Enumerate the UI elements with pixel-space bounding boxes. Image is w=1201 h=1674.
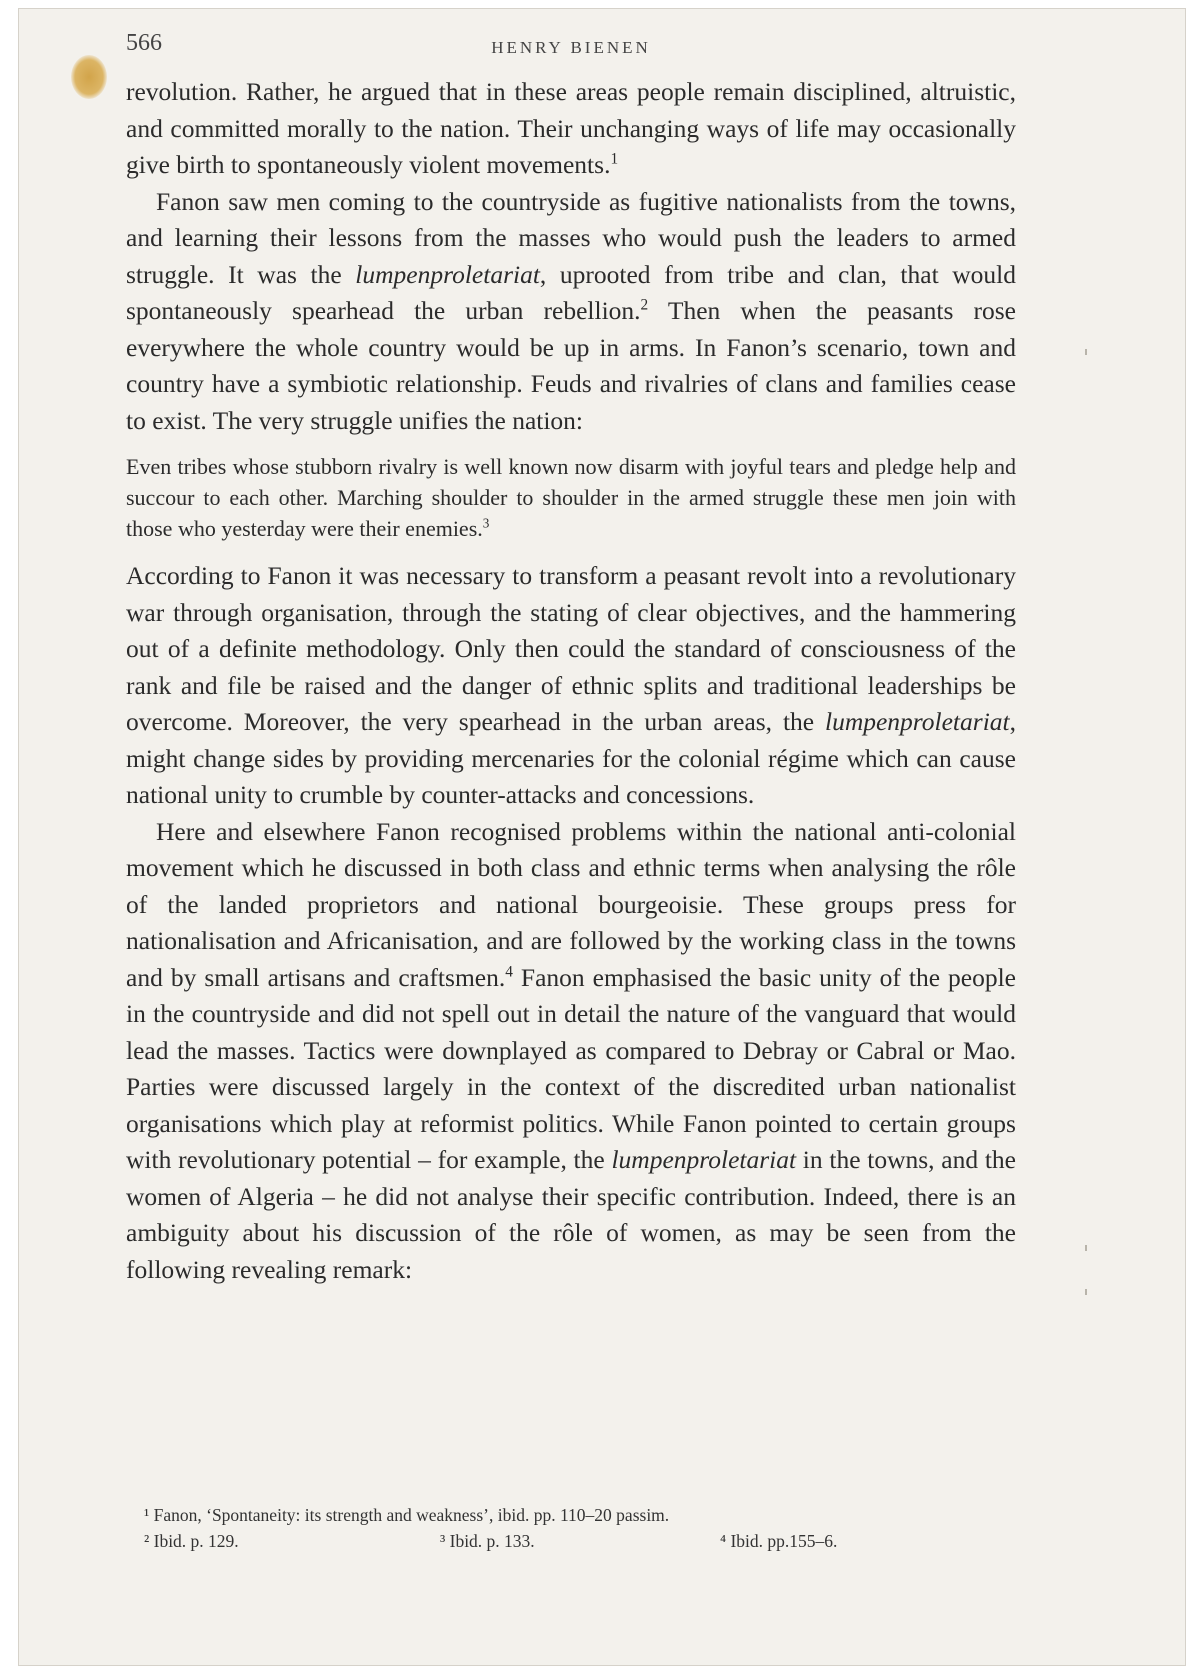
text-run: Then when the peasants rose everywhere the whole country would be up in arms. In Fanon’s scenario, town and country have a symbiotic relationship. Feuds and rivalries of clans and families cease to exist. The very struggle unifies the nation: (126, 296, 1016, 435)
footnote-3: ³ Ibid. p. 133. (440, 1531, 535, 1551)
stain-mark (71, 55, 107, 99)
text-run: Here and elsewhere Fanon recognised problems within the national anti-colonial movement which he discussed in both class and ethnic terms when analysing the rôle of the landed proprietors and national bourgeoisie. These groups press for nationalisation and Africanisation, and are followed by the working class in the towns and by small artisans and craftsmen. (126, 816, 1016, 992)
footnote-ref: 1 (610, 150, 619, 168)
paper-speck (1085, 1245, 1087, 1251)
text-run: revolution. Rather, he argued that in these areas people remain disciplined, altruistic, and committed morally to the nation. Their unchanging ways of life may occasionally give birth to spontaneously violent movements. (126, 77, 1016, 179)
text-run: Fanon saw men coming to the countryside as fugitive nationalists from the towns, and learning their lessons from the masses who would push the leaders to armed struggle. It was the (126, 186, 1016, 289)
text-run: , uprooted from tribe and clan, that would spontaneously spearhead the urban rebellion. (126, 259, 1017, 325)
running-head-author: HENRY BIENEN (491, 38, 651, 57)
block-quote (126, 451, 1016, 544)
footnote-ref: 4 (505, 963, 513, 980)
italic-term: lumpenproletariat (355, 259, 540, 289)
text-run: Fanon emphasised the basic unity of the people in the countryside and did not spell out in detail the nature of the vanguard that would lead the masses. Tactics were downplayed as compared to Debray or Cabral or Mao. Parties were discussed largely in the context of the discredited urban nationalist organisations which play at reformist politics. While Fanon pointed to certain groups with revolutionary potential – for example, the (126, 962, 1016, 1174)
footnote-1: ¹ Fanon, ‘Spontaneity: its strength and weakness’, ibid. pp. 110–20 passim. (144, 1505, 670, 1525)
paper-speck (1085, 349, 1087, 355)
footnote-ref: 2 (640, 296, 649, 314)
footnote-4: ⁴ Ibid. pp.155–6. (720, 1531, 838, 1551)
text-run: , might change sides by providing mercenaries for the colonial régime which can cause national unity to crumble by counter-attacks and concessions. (126, 707, 1016, 809)
footnote-ref: 3 (482, 515, 490, 531)
paragraph (126, 558, 1016, 814)
page-number: 566 (126, 30, 162, 56)
body-text (126, 74, 1016, 1288)
text-run: in the towns, and the women of Algeria – he did not analyse their specific contribution. Indeed, there is an ambiguity about his discussion of the rôle of women, as may be seen from the following revealing remark: (126, 1145, 1016, 1284)
running-head (126, 26, 1016, 66)
paragraph (126, 74, 1016, 184)
italic-term: lumpenproletariat (611, 1145, 797, 1174)
paper-speck (1085, 1289, 1087, 1295)
text-run: According to Fanon it was necessary to transform a peasant revolt into a revolutionary war through organisation, through the stating of clear objectives, and the hammering out of a definite methodology. Only then could the standard of consciousness of the rank and file be raised and the danger of ethnic splits and traditional leaderships be overcome. Moreover, the very spearhead in the urban areas, the (126, 561, 1016, 736)
italic-term: lumpenproletariat (824, 707, 1010, 736)
paragraph (126, 184, 1016, 440)
footnote-2: ² Ibid. p. 129. (144, 1531, 239, 1551)
text-run: Even tribes whose stubborn rivalry is well known now disarm with joyful tears and pledge help and succour to each other. Marching shoulder to shoulder in the armed struggle these men join with those who yesterday were their enemies. (126, 454, 1016, 541)
paragraph (126, 814, 1016, 1289)
footnotes (144, 1502, 1004, 1554)
